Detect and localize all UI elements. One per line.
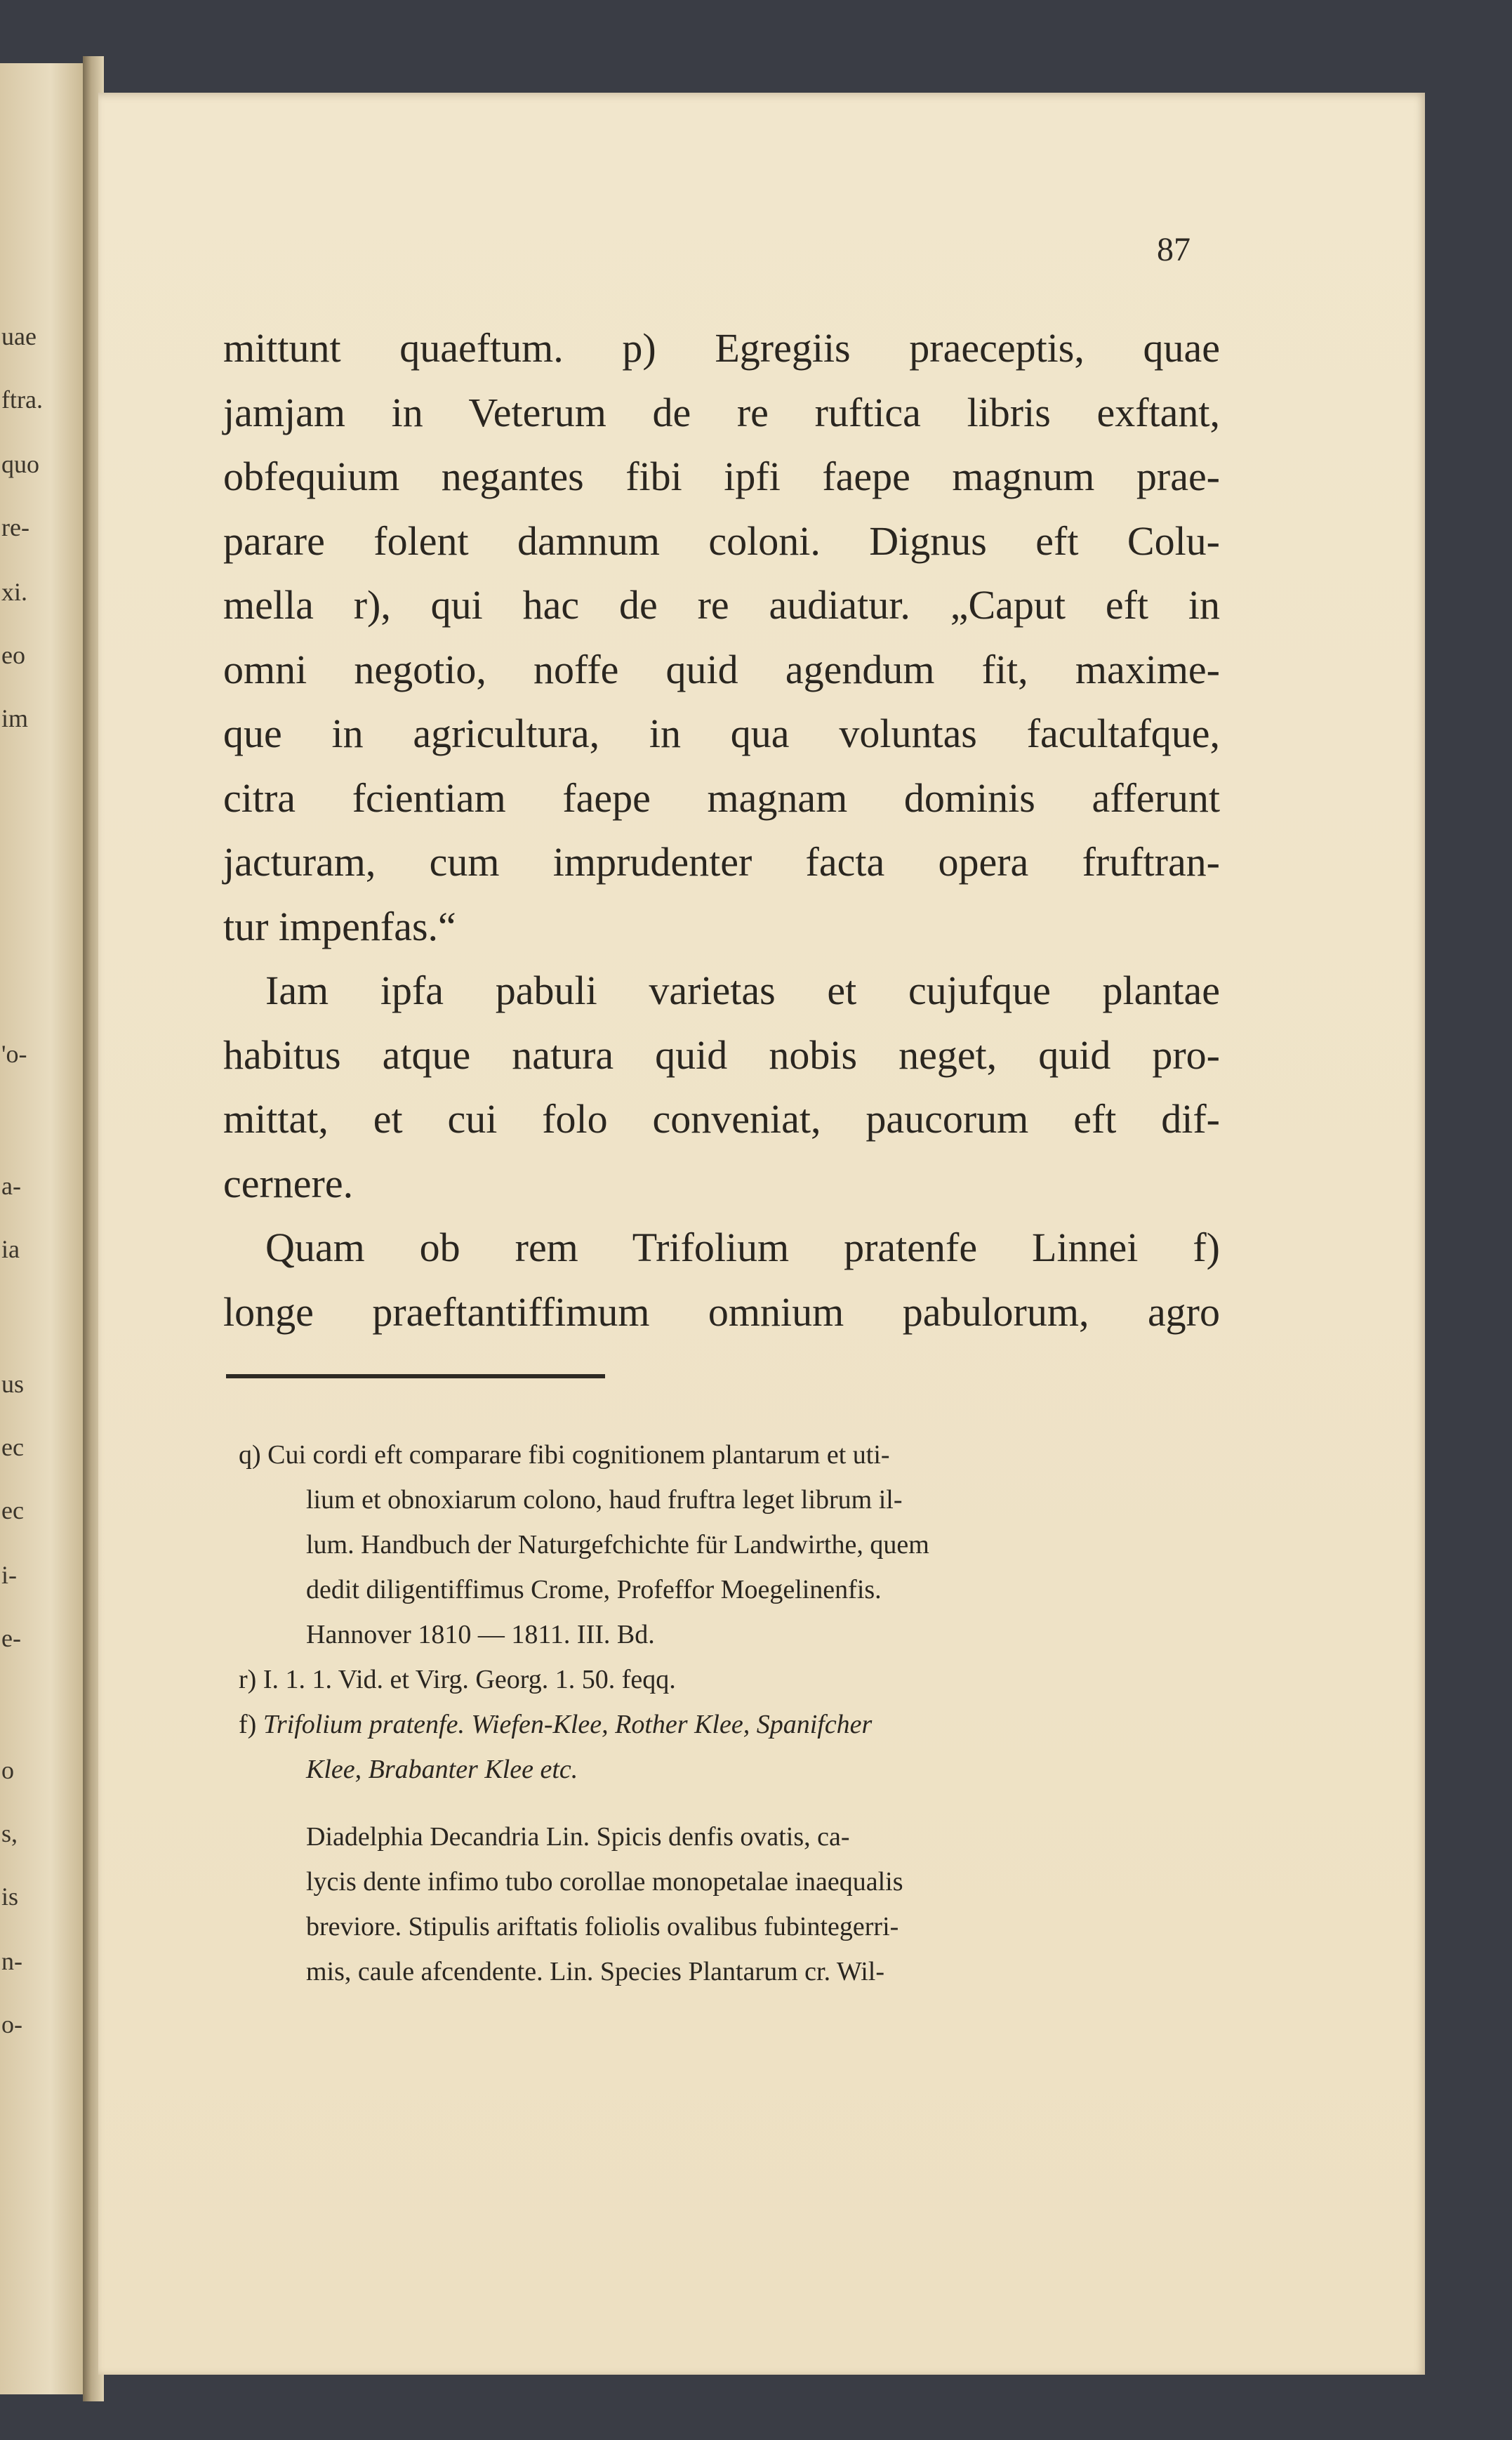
main-text (223, 316, 1220, 1344)
footnote-text: lium et obnoxiarum colono, haud fruftra leget librum il- (306, 1485, 903, 1515)
text-line: Quam ob rem Trifolium pratenfe Linnei f) (265, 1225, 1220, 1270)
text-line: omni negotio, noffe quid agendum fit, maxime- (223, 646, 1220, 692)
previous-page-edge (0, 63, 84, 2394)
text-line: citra fcientiam faepe magnam dominis afferunt (223, 774, 1220, 821)
footnote-label: f) (239, 1710, 257, 1739)
footnote-text: I. 1. 1. Vid. et Virg. Georg. 1. 50. feqq. (263, 1665, 676, 1694)
footnote-text: dedit diligentiffimus Crome, Profeffor Moegelinenfis. (306, 1575, 882, 1604)
page-number: 87 (1157, 231, 1191, 268)
previous-page-text-fragment: uae (1, 322, 37, 350)
previous-page-text-fragment: o (1, 1756, 14, 1784)
text-line: longe praeftantiffimum omnium pabulorum, agro (223, 1288, 1220, 1335)
footnote-text: lum. Handbuch der Naturgefchichte für Landwirthe, quem (306, 1530, 929, 1559)
footnote-text: Trifolium pratenfe. Wiefen-Klee, Rother Klee, Spanifcher (263, 1710, 873, 1739)
previous-page-text-fragment: i- (1, 1561, 17, 1589)
text-line: mittunt quaeftum. p) Egregiis praeceptis, quae (223, 325, 1220, 371)
previous-page-text-fragment: a- (1, 1172, 21, 1200)
text-line: jamjam in Veterum de re ruftica libris exftant, (223, 389, 1220, 435)
previous-page-text-fragment: ec (1, 1496, 24, 1524)
footnotes (239, 1432, 1221, 1994)
previous-page-text-fragment: quo (1, 450, 39, 478)
footnote-text: Cui cordi eft comparare fibi cognitionem plantarum et uti- (267, 1440, 890, 1470)
footnote-s (239, 1702, 1221, 1747)
text-line: mella r), qui hac de re audiatur. „Caput eft in (223, 582, 1220, 628)
footnote-q (239, 1432, 1221, 1477)
footnote-description: Diadelphia Decandria Lin. Spicis denfis ovatis, ca- (306, 1822, 850, 1852)
previous-page-text-fragment: ec (1, 1433, 24, 1461)
text-line: Iam ipfa pabuli varietas et cujufque plantae (265, 968, 1220, 1013)
text-line: que in agricultura, in qua voluntas facultafque, (223, 711, 1220, 756)
text-line: jacturam, cum imprudenter facta opera fruftran- (223, 839, 1220, 885)
footnote-label: r) (239, 1665, 257, 1694)
previous-page-text-fragment: is (1, 1882, 19, 1911)
previous-page-text-fragment: us (1, 1370, 25, 1398)
previous-page-text-fragment: ftra. (1, 385, 43, 414)
text-line: habitus atque natura quid nobis neget, quid pro- (223, 1031, 1220, 1078)
text-line: tur impenfas.“ (223, 903, 456, 949)
footnote-description: lycis dente infimo tubo corollae monopetalae inaequalis (306, 1867, 903, 1897)
previous-page-text-fragment: xi. (1, 578, 28, 606)
previous-page-text-fragment: 'o- (1, 1040, 27, 1068)
previous-page-text-fragment: ia (1, 1235, 20, 1263)
footnote-text (239, 1747, 1221, 1792)
previous-page-text-fragment: n- (1, 1947, 22, 1975)
text-line: mittat, et cui folo conveniat, paucorum eft dif- (223, 1096, 1220, 1142)
footnote-description: mis, caule afcendente. Lin. Species Plantarum cr. Wil- (306, 1957, 884, 1986)
text-line: parare folent damnum coloni. Dignus eft Colu- (223, 517, 1220, 564)
footnote-description: breviore. Stipulis ariftatis foliolis ovalibus fubintegerri- (306, 1912, 899, 1941)
text-line: obfequium negantes fibi ipfi faepe magnum prae- (223, 454, 1220, 499)
previous-page-text-fragment: s, (1, 1819, 18, 1847)
previous-page-text-fragment: e- (1, 1624, 21, 1652)
footnote-text: Hannover 1810 — 1811. III. Bd. (306, 1620, 655, 1649)
text-line: cernere. (223, 1160, 354, 1206)
previous-page-text-fragment: o- (1, 2010, 22, 2038)
footnote-r (239, 1657, 1221, 1702)
footnote-label: q) (239, 1440, 261, 1470)
previous-page-text-fragment: eo (1, 641, 25, 669)
footnote-italic-text: Klee, Brabanter Klee etc. (306, 1755, 578, 1784)
footnote-rule (226, 1374, 605, 1378)
previous-page-text-fragment: re- (1, 513, 29, 541)
previous-page-text-fragment: im (1, 704, 29, 732)
